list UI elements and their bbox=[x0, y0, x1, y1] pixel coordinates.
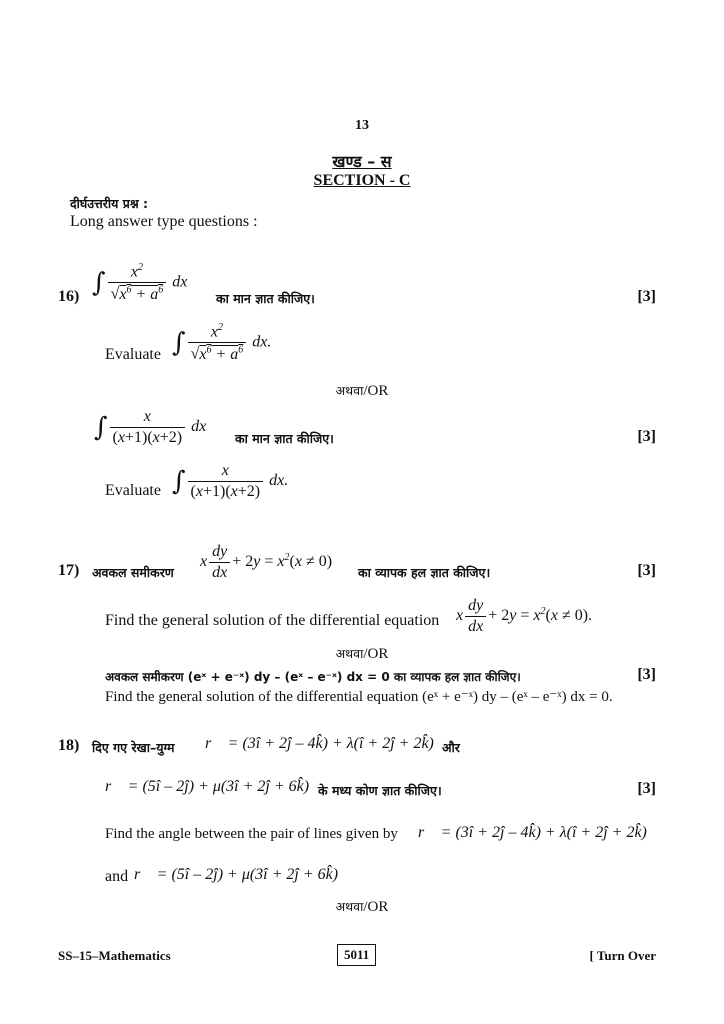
q18-and: and bbox=[105, 868, 129, 885]
q18-hindi-prefix: दिए गए रेखा–युग्म bbox=[92, 740, 175, 755]
q17-marks: [3] bbox=[637, 562, 656, 579]
q17-equation: x $\frac{dy}{dx}$ + $2y = x^2(x \ne 0)$ bbox=[200, 543, 333, 581]
q18-line1-en: r⃗ = (3î + 2ĵ – 4k̂) + λ(î + 2ĵ + 2k̂) bbox=[418, 824, 647, 841]
or-separator-3: अथवा/OR bbox=[335, 899, 389, 915]
q18-line2: r⃗ = (5î – 2ĵ) + μ(3î + 2ĵ + 6k̂) bbox=[105, 778, 310, 795]
section-title-hindi: खण्ड – स bbox=[332, 152, 392, 171]
q16-alt-hindi-text: का मान ज्ञात कीजिए। bbox=[235, 431, 334, 446]
section-title-english: SECTION - C bbox=[313, 172, 411, 189]
q17-english: Find the general solution of the differential equation bbox=[105, 612, 440, 629]
q18-english: Find the angle between the pair of lines given by bbox=[105, 826, 398, 842]
q16-evaluate: Evaluate bbox=[105, 346, 161, 363]
q17-hindi-suffix: का व्यापक हल ज्ञात कीजिए। bbox=[358, 565, 491, 580]
footer-code: 5011 bbox=[337, 944, 376, 966]
q16-number: 16) bbox=[58, 288, 80, 305]
q16-alt-integral-en: ∫ $\frac{x}{(x+1)(x+2)}$ dx. bbox=[172, 462, 289, 500]
or-label-hindi: अथवा bbox=[335, 383, 364, 398]
q17-alt-english: Find the general solution of the differential equation (eˣ + e⁻ˣ) dy – (eˣ – e⁻ˣ) dx = 0. bbox=[105, 689, 613, 705]
long-questions-hindi: दीर्घउत्तरीय प्रश्न : bbox=[70, 196, 149, 211]
q16-hindi-text: का मान ज्ञात कीजिए। bbox=[216, 291, 315, 306]
q18-number: 18) bbox=[58, 737, 80, 754]
q16-integral-en: ∫ $\frac{x^2}{√x^6 + a^6}$ dx. bbox=[172, 322, 272, 363]
footer-subject: SS–15–Mathematics bbox=[58, 948, 171, 963]
q18-line2-en: r⃗ = (5î – 2ĵ) + μ(3î + 2ĵ + 6k̂) bbox=[134, 866, 339, 883]
q17-number: 17) bbox=[58, 562, 80, 579]
q17-equation-en: x $\frac{dy}{dx}$ + $2y = x^2(x \ne 0)$. bbox=[456, 597, 593, 635]
q17-hindi-prefix: अवकल समीकरण bbox=[92, 565, 174, 580]
q18-hindi-suffix: के मध्य कोण ज्ञात कीजिए। bbox=[318, 783, 442, 798]
footer-turn-over: [ Turn Over bbox=[589, 948, 656, 963]
q18-line1: r⃗ = (3î + 2ĵ – 4k̂) + λ(î + 2ĵ + 2k̂) bbox=[205, 735, 434, 752]
q18-marks: [3] bbox=[637, 780, 656, 797]
or-label-english: /OR bbox=[363, 383, 389, 399]
q16-marks: [3] bbox=[637, 288, 656, 305]
q17-alt-marks: [3] bbox=[637, 666, 656, 683]
or-separator-1 bbox=[0, 382, 724, 400]
or-separator-2: अथवा/OR bbox=[335, 646, 389, 662]
long-questions-english: Long answer type questions : bbox=[70, 213, 258, 230]
q18-hindi-and: और bbox=[442, 740, 460, 755]
q16-alt-evaluate: Evaluate bbox=[105, 482, 161, 499]
q17-alt-hindi: अवकल समीकरण (eˣ + e⁻ˣ) dy – (eˣ – e⁻ˣ) dx = 0 का व्यापक हल ज्ञात कीजिए। bbox=[105, 670, 521, 684]
q16-integral: ∫ $\frac{x^2}{√x^6 + a^6}$ dx bbox=[92, 262, 188, 303]
q16-alt-marks: [3] bbox=[637, 428, 656, 445]
page-number: 13 bbox=[355, 118, 369, 133]
q16-alt-integral: ∫ $\frac{x}{(x+1)(x+2)}$ dx bbox=[94, 408, 207, 446]
